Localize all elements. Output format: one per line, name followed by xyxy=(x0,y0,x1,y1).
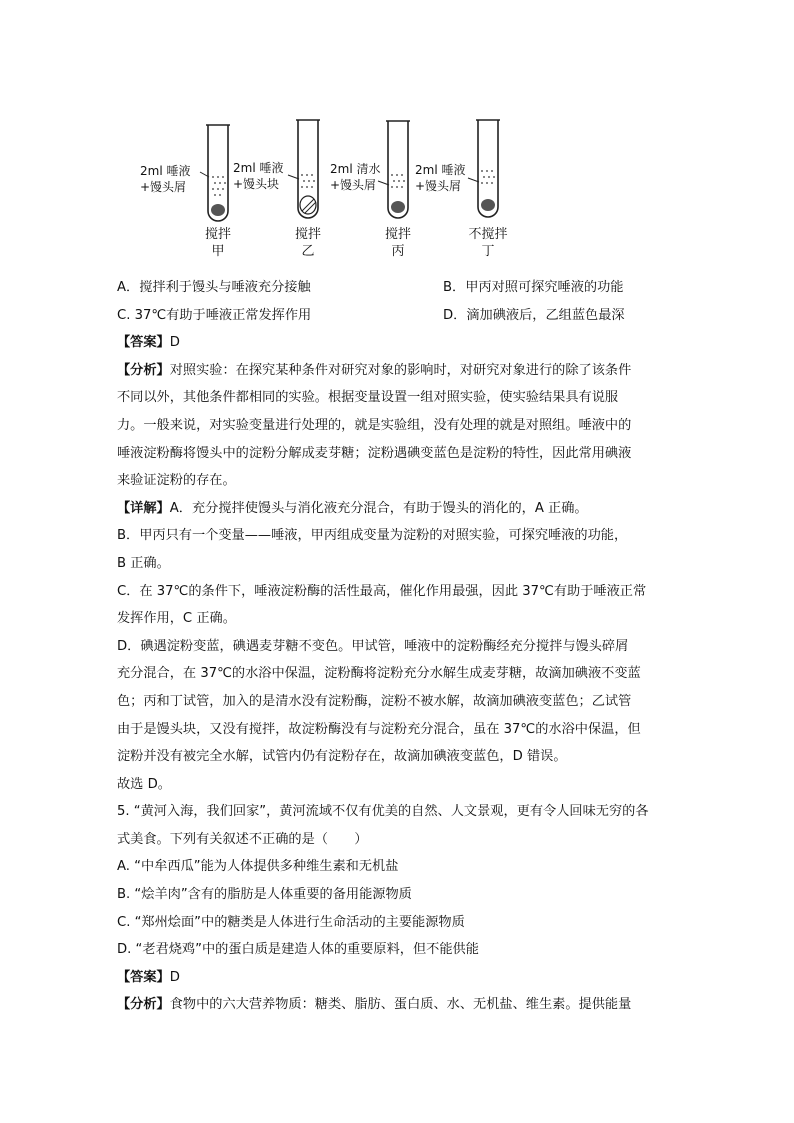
q4-analysis-line xyxy=(117,357,677,385)
q4-options-row-1 xyxy=(117,274,677,302)
answer-tag: 【答案】 xyxy=(117,335,170,351)
q5-analysis-line xyxy=(117,991,677,1019)
q5-option-c: C. “郑州烩面”中的糖类是人体进行生命活动的主要能源物质 xyxy=(117,914,465,930)
q4-detail-line: D．碘遇淀粉变蓝，碘遇麦芽糖不变色。甲试管，唾液中的淀粉酶经充分搅拌与馒头碎屑 xyxy=(117,638,629,654)
tube-jia xyxy=(200,125,230,221)
tube-jia-label: 2ml 唾液 +馒头屑 xyxy=(140,164,191,194)
q4-analysis-line: 不同以外，其他条件都相同的实验。根据变量设置一组对照实验，使实验结果具有说服 xyxy=(117,390,619,406)
q4-detail-line: 淀粉并没有被完全水解，试管内仍有淀粉存在，故滴加碘液变蓝色，D 错误。 xyxy=(117,749,567,765)
answer-tag: 【答案】 xyxy=(117,969,170,985)
q5-stem-line: 式美食。下列有关叙述不正确的是（ ） xyxy=(117,831,368,847)
tube-ding-label: 2ml 唾液 +馒头屑 xyxy=(415,163,466,193)
q4-detail-line: 发挥作用，C 正确。 xyxy=(117,611,236,627)
q4-option-b: B．甲丙对照可探究唾液的功能 xyxy=(443,280,624,295)
q4-option-d: D．滴加碘液后，乙组蓝色最深 xyxy=(443,307,625,323)
detail-tag: 【详解】 xyxy=(117,500,170,516)
tube-ding xyxy=(468,120,500,217)
tube-yi-label: 2ml 唾液 +馒头块 xyxy=(233,161,284,191)
q4-option-c: C. 37℃有助于唾液正常发挥作用 xyxy=(117,307,312,323)
q4-detail-line: 充分混合，在 37℃的水浴中保温，淀粉酶将淀粉充分水解生成麦芽糖，故滴加碘液不变蓝 xyxy=(117,666,641,682)
q5-option-d: D. “老君烧鸡”中的蛋白质是建造人体的重要原料，但不能供能 xyxy=(117,942,479,958)
q4-detail-line: 色；丙和丁试管，加入的是清水没有淀粉酶，淀粉不被水解，故滴加碘液变蓝色；乙试管 xyxy=(117,693,632,709)
page-content xyxy=(117,274,677,1019)
analysis-tag: 【分析】 xyxy=(117,997,170,1013)
q4-option-a: A．搅拌利于馒头与唾液充分接触 xyxy=(117,280,311,295)
answer-value: D xyxy=(169,969,180,985)
analysis-text: 对照实验：在探究某种条件对研究对象的影响时，对研究对象进行的除了该条件 xyxy=(169,362,632,378)
test-tube-figure xyxy=(130,115,550,270)
tube-bing-label: 2ml 清水 +馒头屑 xyxy=(330,162,381,192)
q5-option-b: B. “烩羊肉”含有的脂肪是人体重要的备用能源物质 xyxy=(117,887,412,903)
q4-detail-line: 由于是馒头块，又没有搅拌，故淀粉酶没有与淀粉充分混合，虽在 37℃的水浴中保温，但 xyxy=(117,721,641,737)
q4-detail-line: B 正确。 xyxy=(117,555,170,571)
q5-stem-line: 5. “黄河入海，我们回家”，黄河流域不仅有优美的自然、人文景观，更有令人回味无穷的各 xyxy=(117,804,649,820)
q4-analysis-line: 来验证淀粉的存在。 xyxy=(117,473,236,489)
q4-analysis-line: 力。一般来说，对实验变量进行处理的，就是实验组，没有处理的就是对照组。唾液中的 xyxy=(117,417,632,433)
tube-yi xyxy=(288,120,320,218)
q5-option-a: A. “中牟西瓜”能为人体提供多种维生素和无机盐 xyxy=(117,859,399,875)
q4-options-row-2 xyxy=(117,302,677,330)
q5-answer xyxy=(117,964,677,992)
q4-detail-line xyxy=(117,495,677,523)
tube-ding-caption: 不搅拌 丁 xyxy=(468,227,508,259)
tube-yi-caption: 搅拌 乙 xyxy=(294,227,321,259)
tube-bing-caption: 搅拌 丙 xyxy=(384,227,411,259)
tube-jia-caption: 搅拌 甲 xyxy=(204,227,231,259)
answer-value: D xyxy=(169,335,180,351)
q4-analysis-line: 唾液淀粉酶将馒头中的淀粉分解成麦芽糖；淀粉遇碘变蓝色是淀粉的特性，因此常用碘液 xyxy=(117,445,632,461)
detail-text: A．充分搅拌使馒头与消化液充分混合，有助于馒头的消化的，A 正确。 xyxy=(169,500,588,516)
tube-bing xyxy=(378,121,410,218)
analysis-text: 食物中的六大营养物质：糖类、脂肪、蛋白质、水、无机盐、维生素。提供能量 xyxy=(169,997,632,1013)
analysis-tag: 【分析】 xyxy=(117,362,170,378)
q4-detail-line: 故选 D。 xyxy=(117,776,171,792)
q4-answer xyxy=(117,329,677,357)
q4-detail-line: B．甲丙只有一个变量——唾液，甲丙组成变量为淀粉的对照实验，可探究唾液的功能， xyxy=(117,528,628,544)
q4-detail-line: C．在 37℃的条件下，唾液淀粉酶的活性最高，催化作用最强，因此 37℃有助于唾液正常 xyxy=(117,583,647,599)
